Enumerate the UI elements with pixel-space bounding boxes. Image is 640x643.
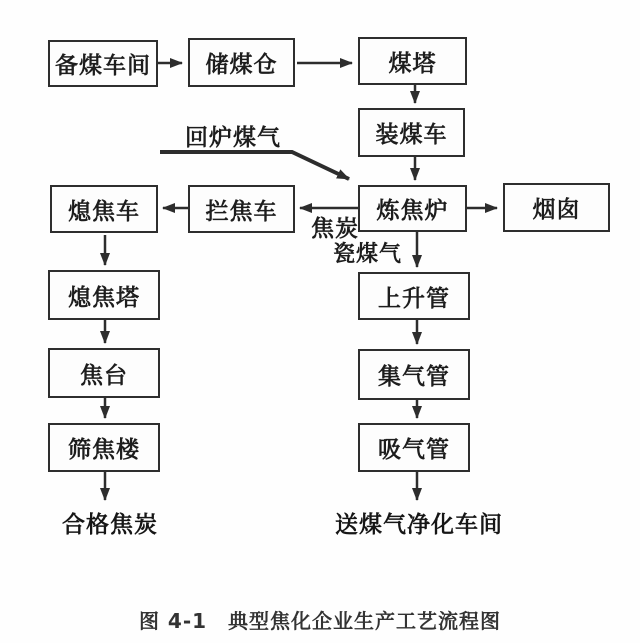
- node-label: 拦焦车: [205, 198, 278, 225]
- node-riser-pipe: [358, 272, 470, 320]
- node-quenching-tower: [48, 270, 160, 320]
- node-coke-screening-building: [48, 423, 160, 472]
- figure-caption: 图 4-1 典型焦化企业生产工艺流程图: [138, 609, 502, 633]
- node-label: 集气管: [378, 364, 450, 390]
- node-chimney: [503, 183, 610, 232]
- node-suction-main: [358, 423, 470, 472]
- node-label: 筛焦楼: [68, 437, 140, 463]
- label-coke: 焦炭: [311, 216, 359, 242]
- node-label: 上升管: [378, 285, 450, 312]
- label-return-gas: 回炉煤气: [185, 125, 281, 151]
- node-coal-prep-workshop: [48, 40, 158, 87]
- node-quenching-car: [50, 185, 158, 233]
- node-coke-oven: [358, 185, 467, 232]
- node-label: 炼焦炉: [376, 198, 449, 224]
- label-raw-gas: 瓷煤气: [333, 242, 403, 267]
- node-label: 烟囱: [532, 197, 581, 223]
- label-to-gas-purification: 送煤气净化车间: [335, 512, 503, 538]
- node-label: 装煤车: [375, 122, 448, 148]
- node-gas-collecting-main: [358, 349, 470, 400]
- node-coal-tower: [358, 37, 467, 85]
- node-label: 熄焦塔: [68, 284, 140, 311]
- node-charging-car: [358, 108, 465, 157]
- label-qualified-coke: 合格焦炭: [62, 512, 158, 538]
- node-coal-storage-bunker: [188, 38, 295, 87]
- arrow-returngas-to-oven: [160, 152, 349, 179]
- node-coke-wharf: [48, 348, 160, 398]
- node-coke-guide-car: [188, 185, 295, 233]
- node-label: 储煤仓: [205, 52, 278, 78]
- node-label: 备煤车间: [55, 53, 151, 79]
- node-label: 煤塔: [388, 50, 437, 77]
- node-label: 熄焦车: [68, 198, 140, 225]
- node-label: 吸气管: [378, 437, 450, 463]
- node-label: 焦台: [80, 362, 128, 389]
